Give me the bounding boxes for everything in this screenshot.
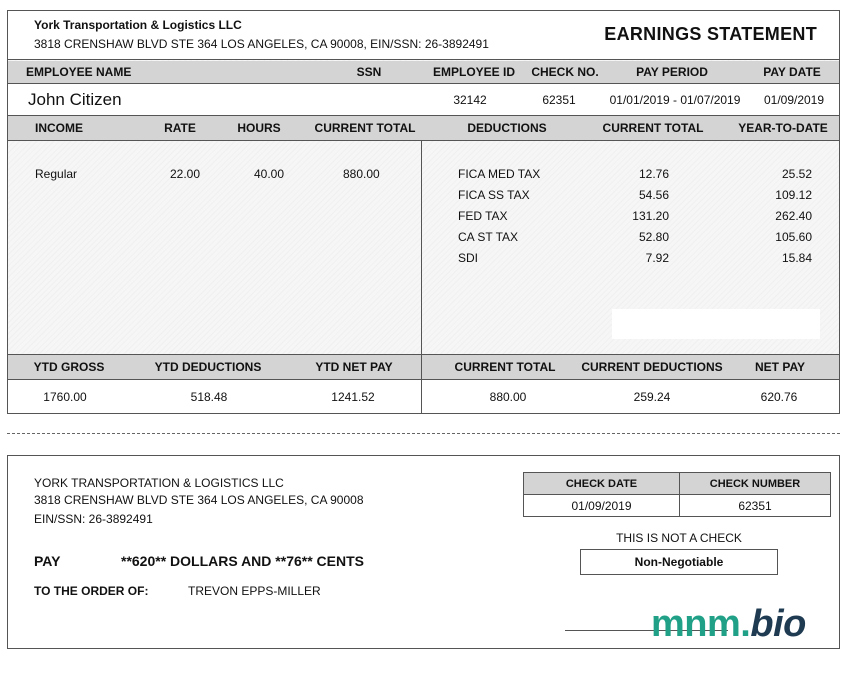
ytd-deductions: 518.48 bbox=[190, 389, 228, 404]
watermark-part-1: mnm. bbox=[651, 603, 751, 645]
income-deductions-header-row bbox=[8, 116, 839, 141]
pay-period: 01/01/2019 - 01/07/2019 bbox=[609, 92, 741, 107]
header-totals-current-total: CURRENT TOTAL bbox=[454, 360, 556, 374]
header-employee-name: EMPLOYEE NAME bbox=[26, 65, 132, 79]
deduction-label: CA ST TAX bbox=[458, 230, 519, 244]
income-rate: 22.00 bbox=[170, 167, 201, 181]
header-ytd-gross: YTD GROSS bbox=[33, 360, 105, 374]
deduction-label: FICA SS TAX bbox=[458, 188, 530, 202]
pay-label: PAY bbox=[34, 553, 61, 569]
header-check-number: CHECK NUMBER bbox=[680, 473, 830, 495]
income-section bbox=[8, 141, 422, 354]
perforation-line bbox=[7, 433, 840, 434]
totals-current-total: 880.00 bbox=[489, 389, 527, 404]
deduction-label: SDI bbox=[458, 251, 479, 265]
header-deductions: DEDUCTIONS bbox=[467, 121, 547, 135]
header-check-no: CHECK NO. bbox=[531, 65, 599, 79]
earnings-statement bbox=[7, 10, 840, 414]
deduction-current: 7.92 bbox=[645, 251, 669, 265]
check-number: 62351 bbox=[738, 498, 772, 513]
order-label: TO THE ORDER OF: bbox=[34, 584, 149, 598]
header-employee-id: EMPLOYEE ID bbox=[432, 65, 516, 79]
totals-divider bbox=[421, 354, 422, 413]
employee-id: 32142 bbox=[453, 92, 487, 107]
deduction-ytd: 109.12 bbox=[775, 188, 812, 202]
statement-header bbox=[8, 11, 839, 60]
header-check-date: CHECK DATE bbox=[524, 473, 679, 495]
deduction-current: 54.56 bbox=[638, 188, 669, 202]
watermark-part-2: bio bbox=[750, 603, 806, 645]
ytd-net-pay: 1241.52 bbox=[331, 389, 375, 404]
ytd-gross: 1760.00 bbox=[43, 389, 87, 404]
deduction-current: 52.80 bbox=[638, 230, 669, 244]
current-deductions: 259.24 bbox=[633, 389, 671, 404]
income-label: Regular bbox=[35, 167, 78, 181]
company-address: 3818 CRENSHAW BLVD STE 364 LOS ANGELES, CA 90008, EIN/SSN: 26-3892491 bbox=[34, 37, 489, 51]
header-ytd-deductions: YTD DEDUCTIONS bbox=[154, 360, 262, 374]
check-date: 01/09/2019 bbox=[571, 498, 632, 513]
check-no: 62351 bbox=[542, 92, 576, 107]
header-pay-period: PAY PERIOD bbox=[636, 65, 708, 79]
deduction-current: 131.20 bbox=[632, 209, 669, 223]
deduction-ytd: 15.84 bbox=[781, 251, 812, 265]
check-ein: EIN/SSN: 26-3892491 bbox=[34, 512, 153, 526]
totals-header-row bbox=[8, 354, 839, 380]
header-current-deductions: CURRENT DEDUCTIONS bbox=[581, 360, 723, 374]
not-a-check-notice: THIS IS NOT A CHECK bbox=[616, 531, 742, 545]
header-ytd-net-pay: YTD NET PAY bbox=[315, 360, 393, 374]
deduction-current: 12.76 bbox=[638, 167, 669, 181]
header-rate: RATE bbox=[164, 121, 196, 135]
header-income: INCOME bbox=[35, 121, 83, 135]
income-hours: 40.00 bbox=[254, 167, 285, 181]
header-current-total: CURRENT TOTAL bbox=[314, 121, 416, 135]
statement-title: EARNINGS STATEMENT bbox=[604, 24, 817, 44]
company-name: York Transportation & Logistics LLC bbox=[34, 18, 242, 32]
employee-name: John Citizen bbox=[28, 89, 122, 109]
blank-patch bbox=[612, 309, 820, 339]
deductions-section bbox=[422, 141, 839, 354]
check-company-name: YORK TRANSPORTATION & LOGISTICS LLC bbox=[34, 476, 284, 490]
deduction-label: FICA MED TAX bbox=[458, 167, 541, 181]
pay-amount-words: **620** DOLLARS AND **76** CENTS bbox=[121, 553, 364, 569]
table-divider bbox=[679, 473, 680, 516]
header-ssn: SSN bbox=[356, 65, 382, 79]
header-pay-date: PAY DATE bbox=[763, 65, 821, 79]
employee-header-row bbox=[8, 61, 839, 84]
employee-info-row bbox=[8, 84, 839, 116]
non-negotiable-box: Non-Negotiable bbox=[580, 549, 778, 575]
pay-date: 01/09/2019 bbox=[763, 92, 825, 107]
watermark-logo bbox=[651, 605, 806, 643]
header-net-pay: NET PAY bbox=[754, 360, 806, 374]
check-info-table bbox=[523, 472, 831, 517]
deduction-label: FED TAX bbox=[458, 209, 508, 223]
deduction-ytd: 25.52 bbox=[781, 167, 812, 181]
income-current-total: 880.00 bbox=[343, 167, 380, 181]
totals-row bbox=[8, 380, 839, 413]
check-stub bbox=[7, 455, 840, 649]
header-deductions-current-total: CURRENT TOTAL bbox=[602, 121, 704, 135]
header-year-to-date: YEAR-TO-DATE bbox=[738, 121, 828, 135]
check-company-address: 3818 CRENSHAW BLVD STE 364 LOS ANGELES, CA 90008 bbox=[34, 493, 364, 507]
deduction-ytd: 105.60 bbox=[775, 230, 812, 244]
payee-name: TREVON EPPS-MILLER bbox=[188, 584, 321, 598]
deduction-ytd: 262.40 bbox=[775, 209, 812, 223]
net-pay: 620.76 bbox=[760, 389, 798, 404]
header-hours: HOURS bbox=[237, 121, 281, 135]
